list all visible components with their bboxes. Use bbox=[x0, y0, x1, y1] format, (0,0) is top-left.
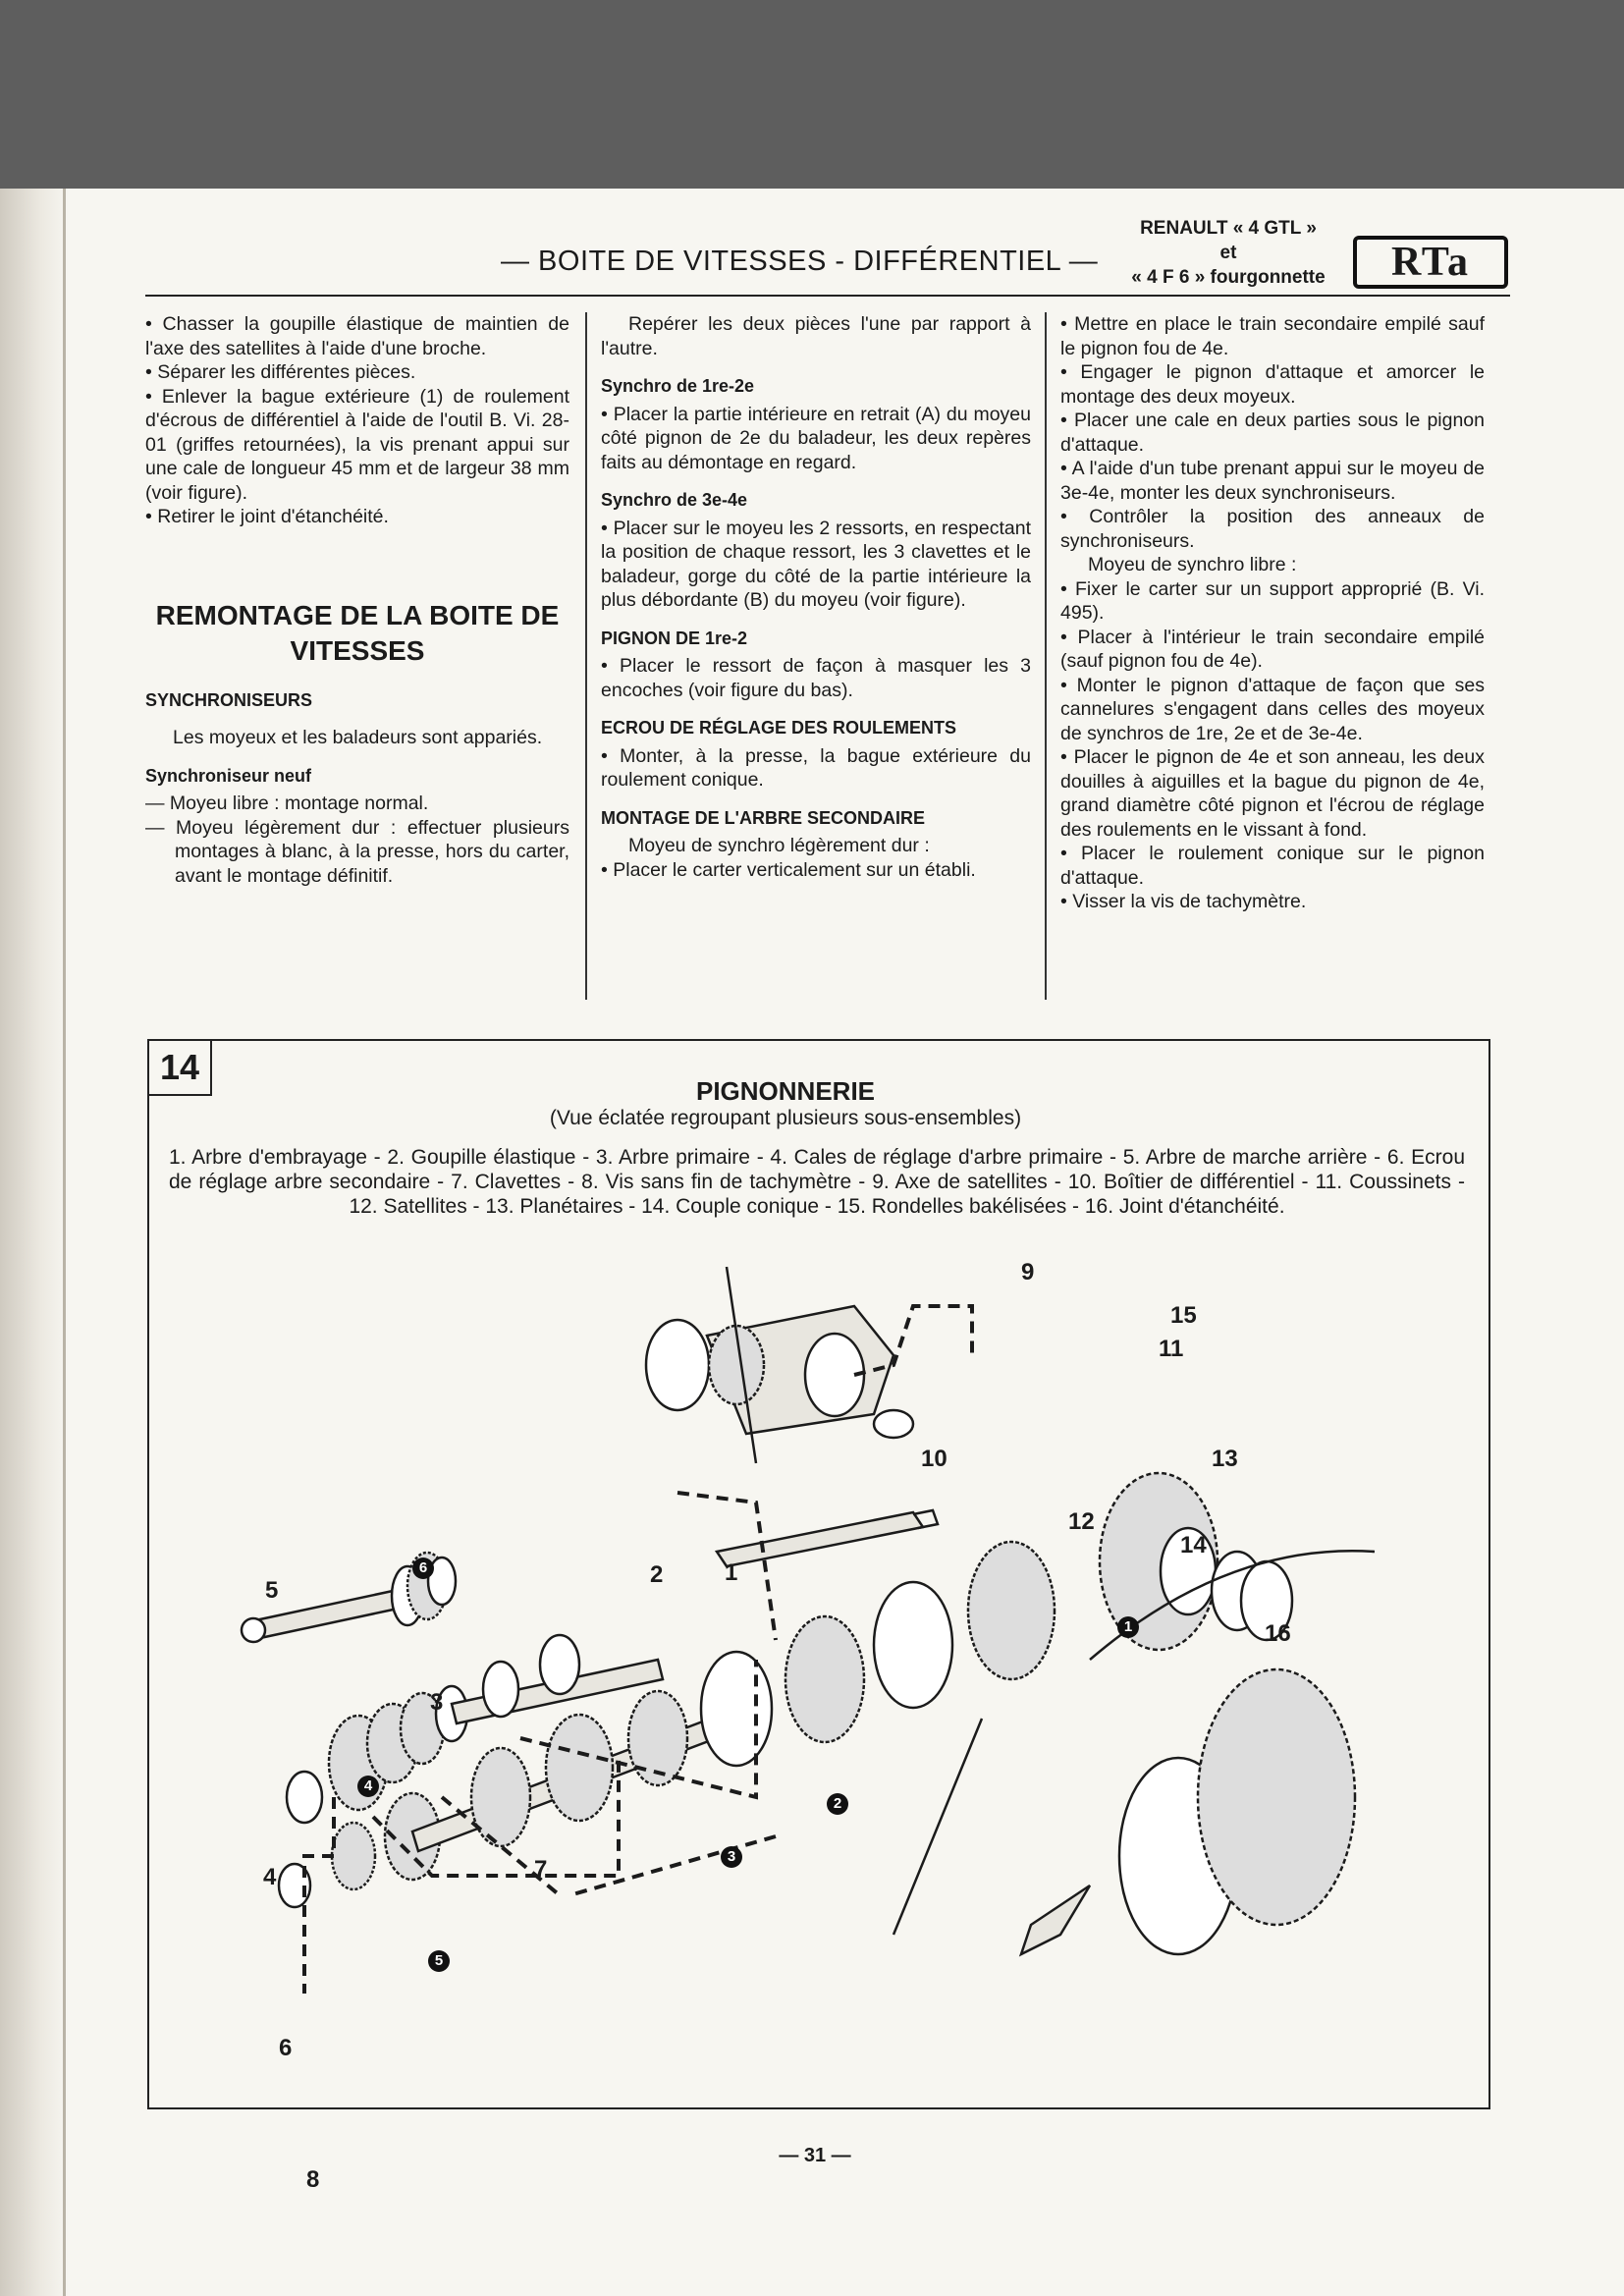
text-column-1 bbox=[145, 312, 569, 888]
list-item: — Moyeu légèrement dur : effectuer plusieurs montages à blanc, à la presse, hors du carter, avant le montage définitif. bbox=[145, 816, 569, 887]
paragraph: Les moyeux et les baladeurs sont appariés. bbox=[173, 727, 543, 748]
callout-label: 13 bbox=[1212, 1446, 1238, 1472]
callout-label: 6 bbox=[279, 2035, 293, 2061]
callout-label: 8 bbox=[306, 2166, 320, 2193]
figure-subtitle: (Vue éclatée regroupant plusieurs sous-ensembles) bbox=[549, 1107, 1022, 1129]
paragraph: • Chasser la goupille élastique de maintien de l'axe des satellites à l'aide d'une broche. bbox=[145, 313, 569, 359]
circled-marker: 1 bbox=[1117, 1616, 1139, 1638]
callout-label: 4 bbox=[263, 1864, 277, 1890]
header-rule bbox=[145, 295, 1510, 297]
clutch-shaft bbox=[717, 1510, 938, 1566]
callout-label: 2 bbox=[650, 1561, 664, 1588]
paragraph: • Placer le ressort de façon à masquer les 3 encoches (voir figure du bas). bbox=[601, 655, 1031, 701]
rta-logo: RTa bbox=[1353, 236, 1508, 289]
callout-label: 16 bbox=[1265, 1620, 1291, 1647]
page-title: — BOITE DE VITESSES - DIFFÉRENTIEL — bbox=[501, 246, 1099, 277]
circled-marker: 2 bbox=[827, 1793, 848, 1815]
callout-label: 12 bbox=[1068, 1508, 1095, 1535]
paragraph: Moyeu de synchro légèrement dur : bbox=[628, 835, 930, 856]
subheading: Synchroniseur neuf bbox=[145, 765, 312, 786]
column-rule bbox=[1045, 312, 1047, 1000]
callout-label: 11 bbox=[1159, 1336, 1184, 1362]
subheading: SYNCHRONISEURS bbox=[145, 689, 313, 710]
paragraph: • Séparer les différentes pièces. bbox=[145, 361, 416, 383]
subheading: PIGNON DE 1re-2 bbox=[601, 628, 748, 648]
paragraph: Moyeu de synchro libre : bbox=[1088, 554, 1297, 575]
callout-label: 14 bbox=[1180, 1532, 1207, 1558]
callout-label: 5 bbox=[265, 1577, 279, 1604]
exploded-view-drawing bbox=[147, 1247, 1490, 2092]
circled-marker: 3 bbox=[721, 1846, 742, 1868]
callout-label: 3 bbox=[430, 1689, 444, 1716]
paragraph: • Engager le pignon d'attaque et amorcer le montage des deux moyeux. bbox=[1060, 361, 1485, 408]
section-heading: REMONTAGE DE LA BOITE DE VITESSES bbox=[155, 599, 560, 666]
callout-label: 9 bbox=[1021, 1259, 1035, 1285]
paragraph: • Visser la vis de tachymètre. bbox=[1060, 891, 1307, 912]
paragraph: • Retirer le joint d'étanchéité. bbox=[145, 506, 389, 527]
subheading: Synchro de 1re-2e bbox=[601, 376, 755, 396]
paragraph: • Monter le pignon d'attaque de façon que ses cannelures s'engagent dans celles des moyeux de synchros de 1re, 2e et de 3e-4e. bbox=[1060, 674, 1485, 744]
model-line-2: et bbox=[1219, 243, 1237, 263]
paragraph: Repérer les deux pièces l'une par rapport à l'autre. bbox=[601, 313, 1031, 359]
subheading: ECROU DE RÉGLAGE DES ROULEMENTS bbox=[601, 718, 957, 738]
column-rule bbox=[585, 312, 587, 1000]
subheading: MONTAGE DE L'ARBRE SECONDAIRE bbox=[601, 807, 925, 828]
gutter-edge bbox=[63, 189, 66, 2296]
paragraph: • Enlever la bague extérieure (1) de roulement d'écrous de différentiel à l'aide de l'outil B. Vi. 28-01 (griffes retournées), la vis prenant appui sur une cale de longueur 45 mm et de largeur 38 mm (voir figure). bbox=[145, 385, 569, 504]
book-gutter bbox=[0, 189, 69, 2296]
model-label bbox=[1119, 216, 1337, 290]
callout-label: 7 bbox=[534, 1856, 548, 1883]
paragraph: • Fixer le carter sur un support approprié (B. Vi. 495). bbox=[1060, 577, 1485, 624]
text-column-3 bbox=[1060, 312, 1485, 914]
paragraph: • Placer le pignon de 4e et son anneau, les deux douilles à aiguilles et la bague du pignon de 4e, grand diamètre côté pignon et l'écrou de réglage des roulements en le vissant à fond. bbox=[1060, 746, 1485, 841]
model-line-3: « 4 F 6 » fourgonnette bbox=[1131, 267, 1326, 288]
circled-marker: 4 bbox=[357, 1776, 379, 1797]
paragraph: • Placer le carter verticalement sur un établi. bbox=[601, 858, 976, 881]
paragraph: • A l'aide d'un tube prenant appui sur le moyeu de 3e-4e, monter les deux synchroniseurs. bbox=[1060, 458, 1485, 504]
figure-number: 14 bbox=[147, 1039, 212, 1096]
paragraph: • Mettre en place le train secondaire empilé sauf le pignon fou de 4e. bbox=[1060, 313, 1485, 359]
circled-marker: 6 bbox=[412, 1558, 434, 1579]
subheading: Synchro de 3e-4e bbox=[601, 490, 748, 510]
text-column-2 bbox=[601, 312, 1031, 882]
paragraph: • Monter, à la presse, la bague extérieure du roulement conique. bbox=[601, 744, 1031, 791]
callout-label: 1 bbox=[725, 1559, 738, 1586]
callout-label: 15 bbox=[1170, 1302, 1197, 1329]
list-item: — Moyeu libre : montage normal. bbox=[145, 793, 429, 814]
model-line-1: RENAULT « 4 GTL » bbox=[1140, 218, 1317, 239]
callout-label: 10 bbox=[921, 1446, 947, 1472]
figure-caption: 1. Arbre d'embrayage - 2. Goupille élastique - 3. Arbre primaire - 4. Cales de réglage d'arbre primaire - 5. Arbre de marche arrière - 6. Ecrou de réglage arbre secondaire - 7. Clavettes - 8. Vis sans fin de tachymètre - 9. Axe de satellites - 10. Boîtier de différentiel - 11. Coussinets - 12. Satellites - 13. Planétaires - 14. Couple conique - 15. Rondelles bakélisées - 16. Joint d'étanchéité. bbox=[169, 1146, 1465, 1218]
paragraph: • Contrôler la position des anneaux de synchroniseurs. bbox=[1060, 506, 1485, 552]
paragraph: • Placer une cale en deux parties sous le pignon d'attaque. bbox=[1060, 410, 1485, 456]
page-number: — 31 — bbox=[779, 2145, 851, 2166]
circled-marker: 5 bbox=[428, 1950, 450, 1972]
paragraph: • Placer le roulement conique sur le pignon d'attaque. bbox=[1060, 843, 1485, 889]
paragraph: • Placer sur le moyeu les 2 ressorts, en respectant la position de chaque ressort, les 3 clavettes et le baladeur, gorge du côté de la partie intérieure la plus débordante (B) du moyeu (voir figure). bbox=[601, 517, 1031, 611]
paragraph: • Placer à l'intérieur le train secondaire empilé (sauf pignon fou de 4e). bbox=[1060, 626, 1485, 672]
figure-title: PIGNONNERIE bbox=[695, 1076, 876, 1106]
scan-top-band bbox=[0, 0, 1624, 189]
paragraph: • Placer la partie intérieure en retrait (A) du moyeu côté pignon de 2e du baladeur, les deux repères faits au démontage en regard. bbox=[601, 403, 1031, 473]
